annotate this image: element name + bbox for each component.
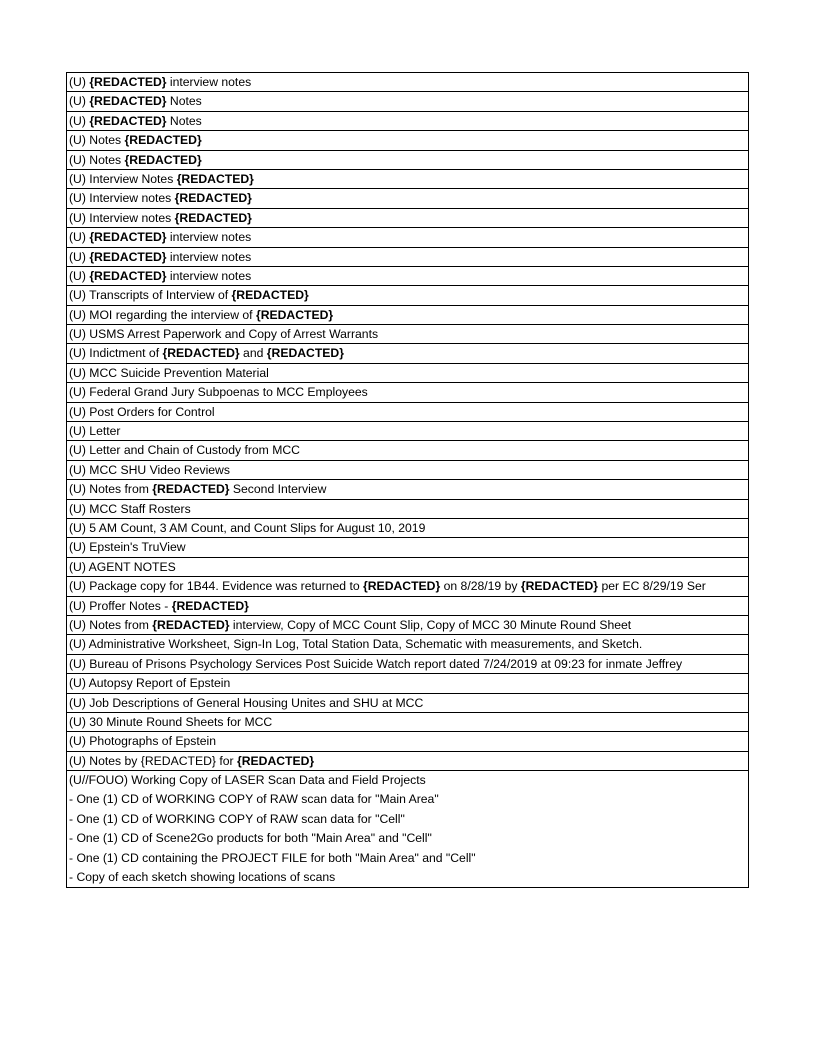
table-row bbox=[67, 500, 748, 519]
redacted-text: {REDACTED} bbox=[124, 152, 202, 167]
row-text: (U) AGENT NOTES bbox=[69, 559, 176, 574]
table-row bbox=[67, 616, 748, 635]
row-text: - One (1) CD of WORKING COPY of RAW scan data for "Main Area" bbox=[69, 792, 439, 807]
table-row bbox=[67, 635, 748, 654]
row-text: (U) Notes bbox=[69, 152, 125, 167]
row-text: (U) Epstein's TruView bbox=[69, 540, 186, 555]
table-row bbox=[67, 403, 748, 422]
redacted-text: {REDACTED} bbox=[236, 753, 315, 768]
table-row bbox=[67, 131, 748, 150]
table-row bbox=[67, 92, 748, 111]
row-text: (U) bbox=[69, 249, 90, 264]
table-row bbox=[67, 189, 748, 208]
row-text: (U) Indictment of bbox=[69, 346, 163, 361]
row-text: (U) Job Descriptions of General Housing Unites and SHU at MCC bbox=[69, 695, 424, 710]
table-row bbox=[67, 655, 748, 674]
table-row bbox=[67, 325, 748, 344]
row-text: (U) Transcripts of Interview of bbox=[69, 288, 232, 303]
table-row bbox=[67, 752, 748, 771]
table-row bbox=[67, 73, 748, 92]
row-text: - Copy of each sketch showing locations of scans bbox=[69, 870, 336, 885]
table-row bbox=[67, 538, 748, 557]
row-text: (U) Interview notes bbox=[69, 210, 175, 225]
redacted-text: {REDACTED} bbox=[89, 268, 167, 283]
redacted-text: {REDACTED} bbox=[520, 579, 599, 594]
table-row bbox=[67, 480, 748, 499]
row-text: interview notes bbox=[166, 249, 252, 264]
redacted-text: {REDACTED} bbox=[255, 307, 334, 322]
row-text: (U) MCC Suicide Prevention Material bbox=[69, 365, 269, 380]
row-text: interview notes bbox=[166, 268, 252, 283]
table-row bbox=[67, 267, 748, 286]
table-row bbox=[67, 209, 748, 228]
redacted-text: {REDACTED} bbox=[152, 617, 230, 632]
row-text: (U) Notes by {REDACTED} for bbox=[69, 753, 237, 768]
row-text: (U) Notes from bbox=[69, 482, 153, 497]
table-row bbox=[67, 829, 748, 848]
row-text: (U) MCC SHU Video Reviews bbox=[69, 462, 230, 477]
table-row bbox=[67, 810, 748, 829]
redacted-text: {REDACTED} bbox=[176, 171, 254, 186]
row-text: (U) bbox=[69, 94, 90, 109]
row-text: Notes bbox=[166, 94, 202, 109]
redacted-text: {REDACTED} bbox=[174, 210, 252, 225]
row-text: (U) Bureau of Prisons Psychology Services Post Suicide Watch report dated 7/24/2019 at 09:23 for inmate Jeffrey bbox=[69, 656, 683, 671]
table-row bbox=[67, 286, 748, 305]
evidence-list-table bbox=[66, 72, 749, 888]
row-text: (U) MOI regarding the interview of bbox=[69, 307, 256, 322]
row-text: Notes bbox=[166, 113, 202, 128]
row-text: (U) Notes from bbox=[69, 617, 153, 632]
row-text: (U) Federal Grand Jury Subpoenas to MCC Employees bbox=[69, 385, 368, 400]
row-text: (U) Interview notes bbox=[69, 191, 175, 206]
redacted-text: {REDACTED} bbox=[89, 75, 167, 89]
table-row bbox=[67, 694, 748, 713]
table-row bbox=[67, 732, 748, 751]
redacted-text: {REDACTED} bbox=[231, 288, 309, 303]
row-text: (U) Autopsy Report of Epstein bbox=[69, 676, 231, 691]
row-text: - One (1) CD containing the PROJECT FILE for both "Main Area" and "Cell" bbox=[69, 850, 476, 865]
row-text: (U) USMS Arrest Paperwork and Copy of Arrest Warrants bbox=[69, 327, 379, 342]
table-row bbox=[67, 790, 748, 809]
row-text: (U) bbox=[69, 268, 90, 283]
redacted-text: {REDACTED} bbox=[124, 133, 202, 148]
table-row bbox=[67, 597, 748, 616]
table-row bbox=[67, 713, 748, 732]
row-text: (U) bbox=[69, 75, 90, 89]
row-text: interview, Copy of MCC Count Slip, Copy of MCC 30 Minute Round Sheet bbox=[229, 617, 632, 632]
row-text: (U) bbox=[69, 113, 90, 128]
redacted-text: {REDACTED} bbox=[89, 249, 167, 264]
table-row bbox=[67, 674, 748, 693]
table-row bbox=[67, 306, 748, 325]
table-row bbox=[67, 248, 748, 267]
row-text: interview notes bbox=[166, 230, 252, 245]
row-text: (U) Proffer Notes - bbox=[69, 598, 172, 613]
row-text: (U) MCC Staff Rosters bbox=[69, 501, 191, 516]
table-row bbox=[67, 344, 748, 363]
table-row bbox=[67, 112, 748, 131]
redacted-text: {REDACTED} bbox=[266, 346, 344, 361]
row-text: (U) Photographs of Epstein bbox=[69, 734, 217, 749]
table-row bbox=[67, 868, 748, 887]
redacted-text: {REDACTED} bbox=[89, 94, 167, 109]
redacted-text: {REDACTED} bbox=[89, 113, 167, 128]
row-text: (U) Letter and Chain of Custody from MCC bbox=[69, 443, 300, 458]
table-row bbox=[67, 422, 748, 441]
row-text: (U) Interview Notes bbox=[69, 171, 177, 186]
table-row bbox=[67, 519, 748, 538]
table-row bbox=[67, 461, 748, 480]
table-row bbox=[67, 849, 748, 868]
table-row bbox=[67, 151, 748, 170]
row-text: (U) Notes bbox=[69, 133, 125, 148]
row-text: (U) Package copy for 1B44. Evidence was returned to bbox=[69, 579, 364, 594]
row-text: - One (1) CD of WORKING COPY of RAW scan data for "Cell" bbox=[69, 811, 405, 826]
table-row bbox=[67, 170, 748, 189]
redacted-text: {REDACTED} bbox=[152, 482, 230, 497]
redacted-text: {REDACTED} bbox=[162, 346, 240, 361]
row-text: (U) 5 AM Count, 3 AM Count, and Count Slips for August 10, 2019 bbox=[69, 520, 426, 535]
row-text: - One (1) CD of Scene2Go products for both "Main Area" and "Cell" bbox=[69, 831, 432, 846]
row-text: interview notes bbox=[166, 75, 252, 89]
row-text: (U) Letter bbox=[69, 424, 121, 439]
table-row bbox=[67, 228, 748, 247]
row-text: (U//FOUO) Working Copy of LASER Scan Data and Field Projects bbox=[69, 773, 426, 788]
row-text: per EC 8/29/19 Ser bbox=[598, 579, 706, 594]
redacted-text: {REDACTED} bbox=[363, 579, 441, 594]
redacted-text: {REDACTED} bbox=[171, 598, 249, 613]
redacted-text: {REDACTED} bbox=[174, 191, 252, 206]
row-text: Second Interview bbox=[229, 482, 327, 497]
row-text: on 8/28/19 by bbox=[440, 579, 521, 594]
row-text: (U) bbox=[69, 230, 90, 245]
redacted-text: {REDACTED} bbox=[89, 230, 167, 245]
row-text: (U) Administrative Worksheet, Sign-In Log, Total Station Data, Schematic with measurements, and Sketch. bbox=[69, 637, 643, 652]
table-row bbox=[67, 364, 748, 383]
table-row bbox=[67, 441, 748, 460]
row-text: and bbox=[239, 346, 267, 361]
table-row bbox=[67, 771, 748, 790]
table-row bbox=[67, 383, 748, 402]
table-row bbox=[67, 577, 748, 596]
row-text: (U) 30 Minute Round Sheets for MCC bbox=[69, 714, 273, 729]
row-text: (U) Post Orders for Control bbox=[69, 404, 215, 419]
table-row bbox=[67, 558, 748, 577]
